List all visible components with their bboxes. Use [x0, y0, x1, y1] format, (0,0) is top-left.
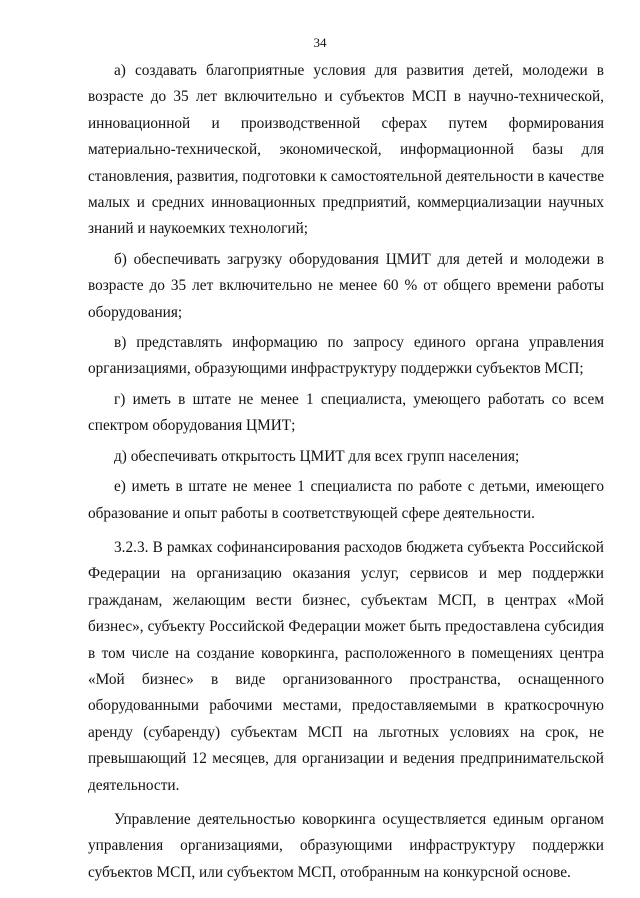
paragraph-coworking-management: Управление деятельностью коворкинга осуществляется единым органом управления организациями, образующими инфраструктуру поддержки субъектов МСП, или субъектом МСП, отобранным на конкурсной основе.	[88, 810, 604, 881]
paragraph-v: в) представлять информацию по запросу единого органа управления организациями, образующими инфраструктуру поддержки субъектов МСП;	[88, 334, 604, 378]
paragraph-3-2-3: 3.2.3. В рамках софинансирования расходов бюджета субъекта Российской Федерации на организацию оказания услуг, сервисов и мер поддержки гражданам, желающим вести бизнес, субъектам МСП, в центрах «Мой бизнес», субъекту Российской Федерации может быть предоставлена субсидия в том числе на создание коворкинга, расположенного в помещениях центра «Мой бизнес» в виде организованного пространства, оснащенного оборудованными рабочими местами, предоставляемыми в краткосрочную аренду (субаренду) субъектам МСП на льготных условиях на срок, не превышающий 12 месяцев, для организации и ведения предпринимательской деятельности.	[88, 538, 604, 794]
paragraph-a: а) создавать благоприятные условия для развития детей, молодежи в возрасте до 35 лет включительно и субъектов МСП в научно-технической, инновационной и производственной сферах путем формирования материально-технической, экономической, информационной базы для становления, развития, подготовки к самостоятельной деятельности в качестве малых и средних инновационных предприятий, коммерциализации научных знаний и наукоемких технологий;	[88, 62, 604, 238]
page-number: 34	[313, 35, 327, 50]
paragraph-b: б) обеспечивать загрузку оборудования ЦМИТ для детей и молодежи в возрасте до 35 лет включительно не менее 60 % от общего времени работы оборудования;	[88, 250, 604, 321]
paragraph-g: г) иметь в штате не менее 1 специалиста, умеющего работать со всем спектром оборудования ЦМИТ;	[88, 390, 604, 435]
paragraph-d: д) обеспечивать открытость ЦМИТ для всех групп населения;	[114, 447, 520, 465]
body-text	[88, 58, 604, 890]
paragraph-e: е) иметь в штате не менее 1 специалиста по работе с детьми, имеющего образование и опыт работы в соответствующей сфере деятельности.	[88, 478, 604, 522]
